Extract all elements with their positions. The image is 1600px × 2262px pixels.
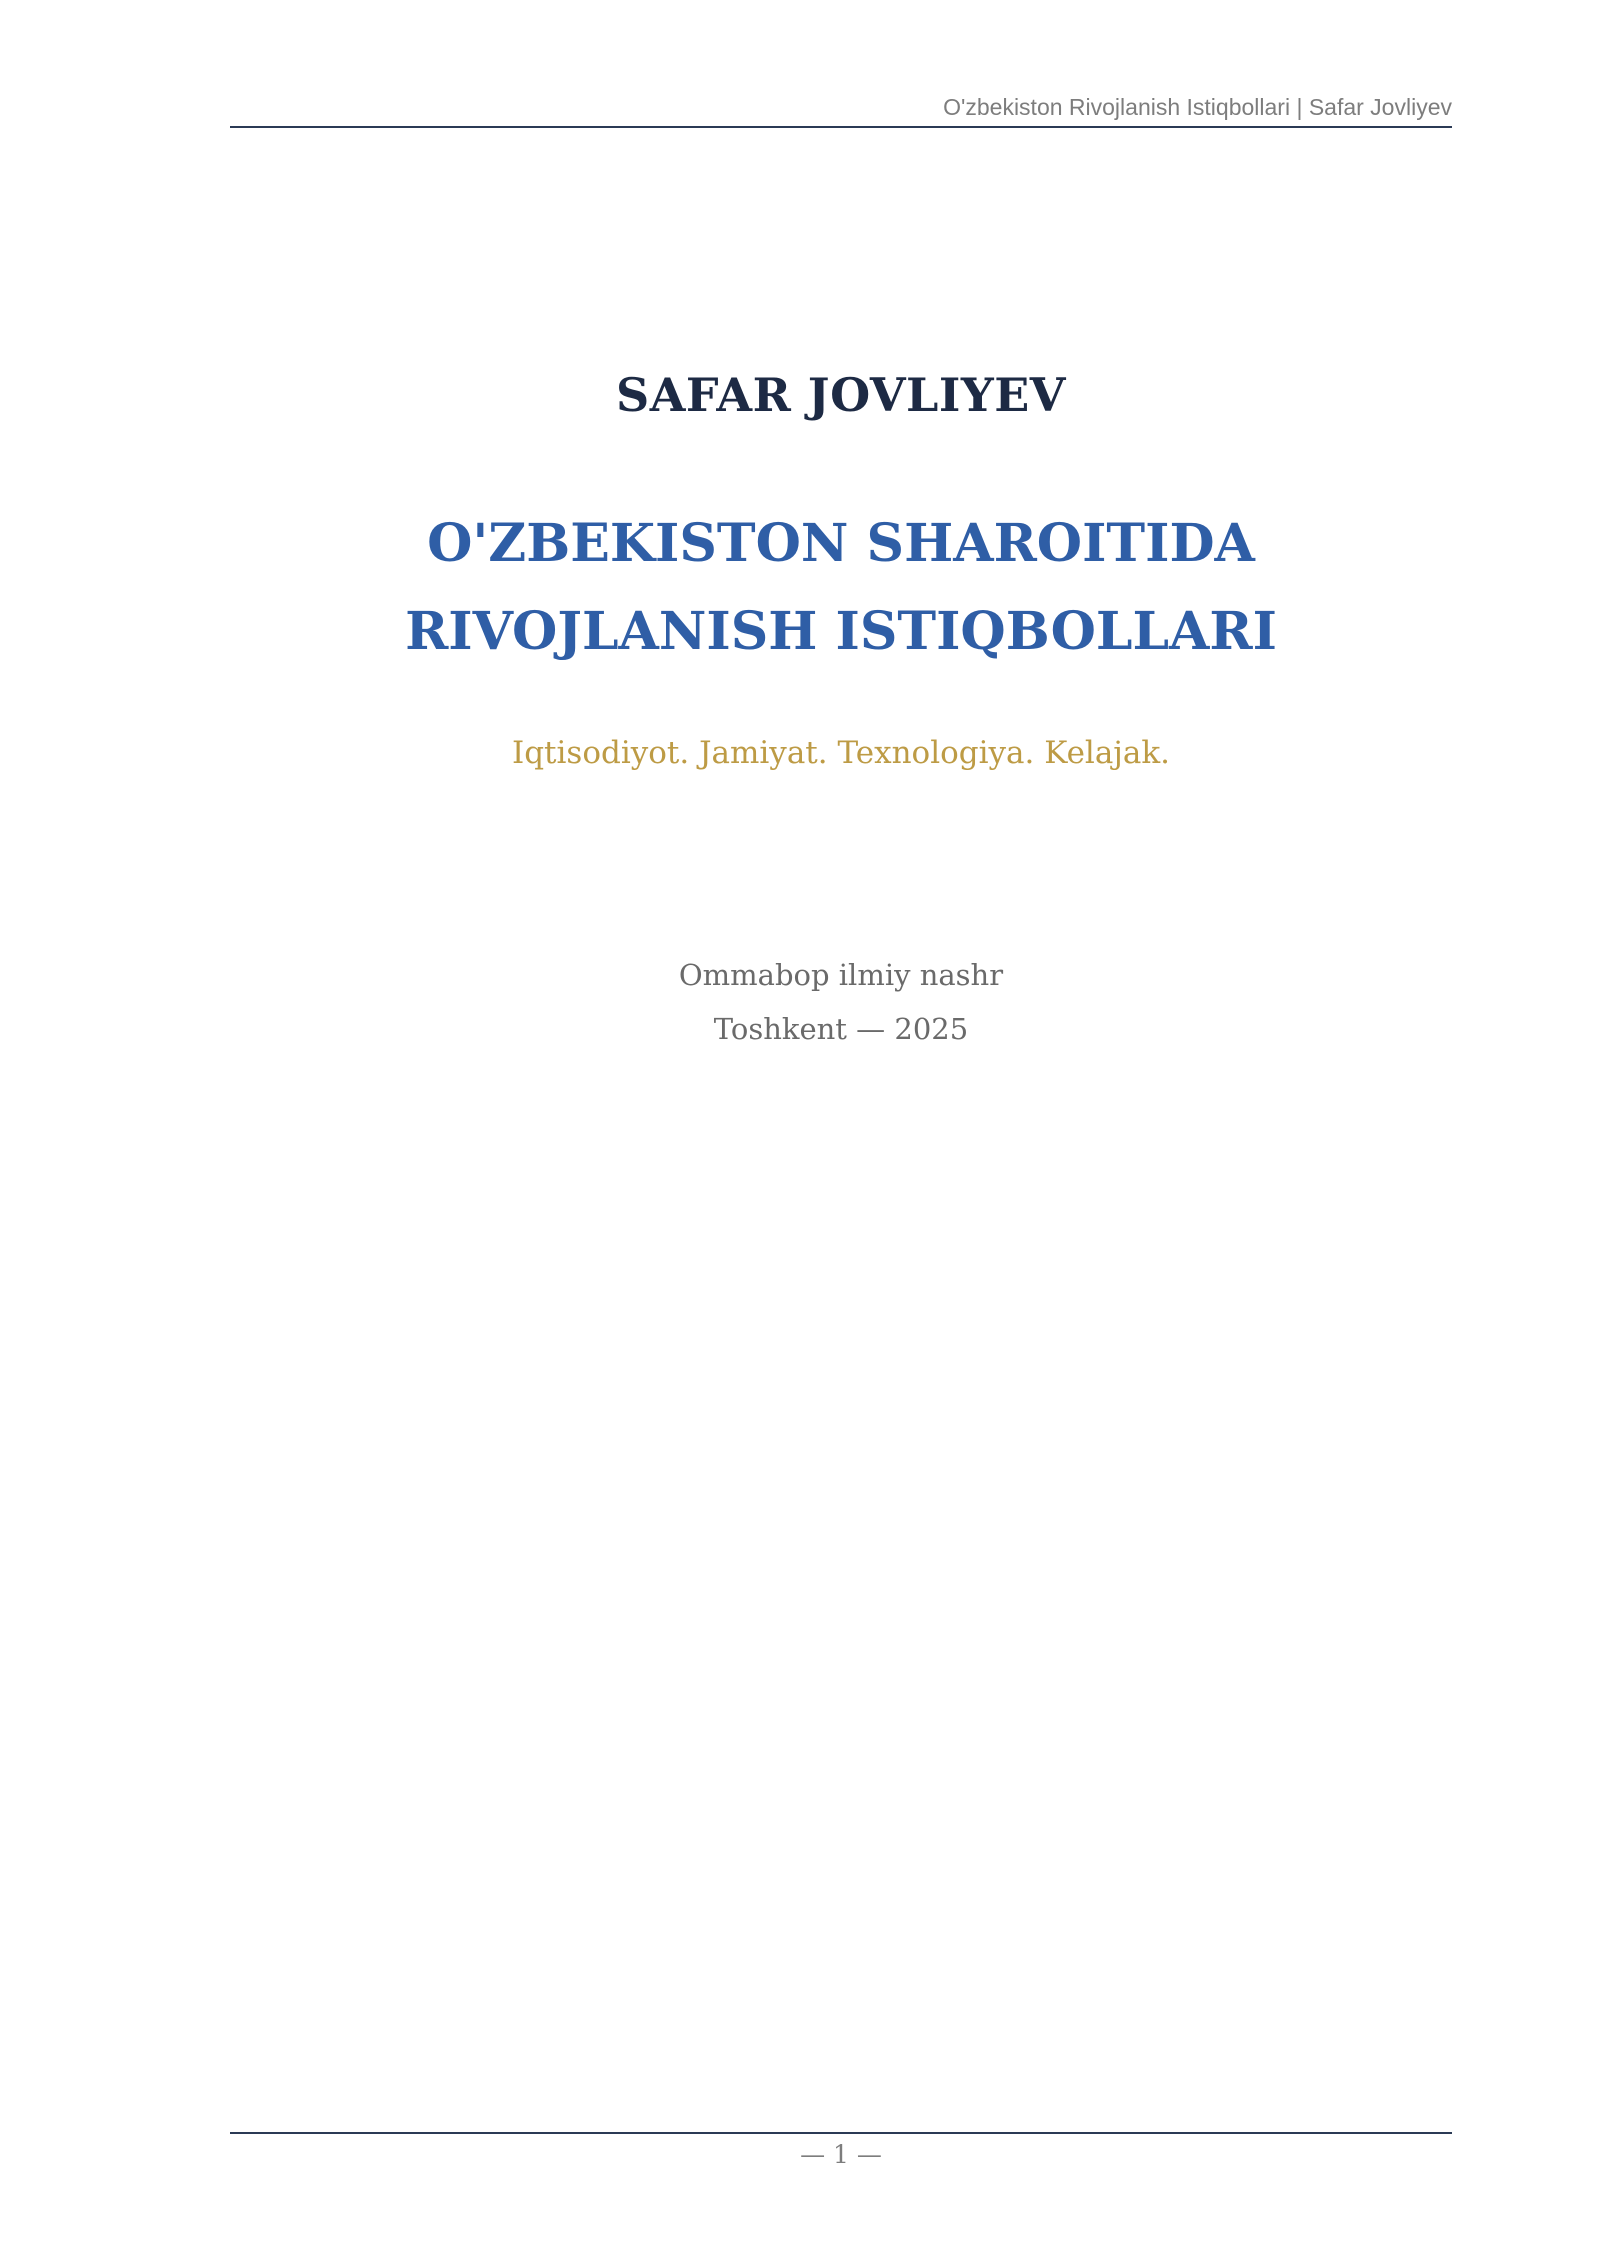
- author-name: SAFAR JOVLIYEV: [616, 368, 1066, 422]
- book-title: [230, 500, 1452, 676]
- header-divider: [230, 126, 1452, 128]
- publication-info: [230, 948, 1452, 1056]
- book-title-line-2: RIVOJLANISH ISTIQBOLLARI: [405, 601, 1277, 662]
- footer-divider: [230, 2132, 1452, 2134]
- place-year: Toshkent — 2025: [713, 1012, 969, 1046]
- page-number: — 1 —: [800, 2140, 882, 2169]
- book-subtitle: Iqtisodiyot. Jamiyat. Texnologiya. Kelajak.: [511, 735, 1171, 771]
- book-title-line-1: O'ZBEKISTON SHAROITIDA: [427, 513, 1255, 574]
- edition-type: Ommabop ilmiy nashr: [678, 958, 1004, 992]
- running-header: O'zbekiston Rivojlanish Istiqbollari | Safar Jovliyev: [943, 94, 1452, 120]
